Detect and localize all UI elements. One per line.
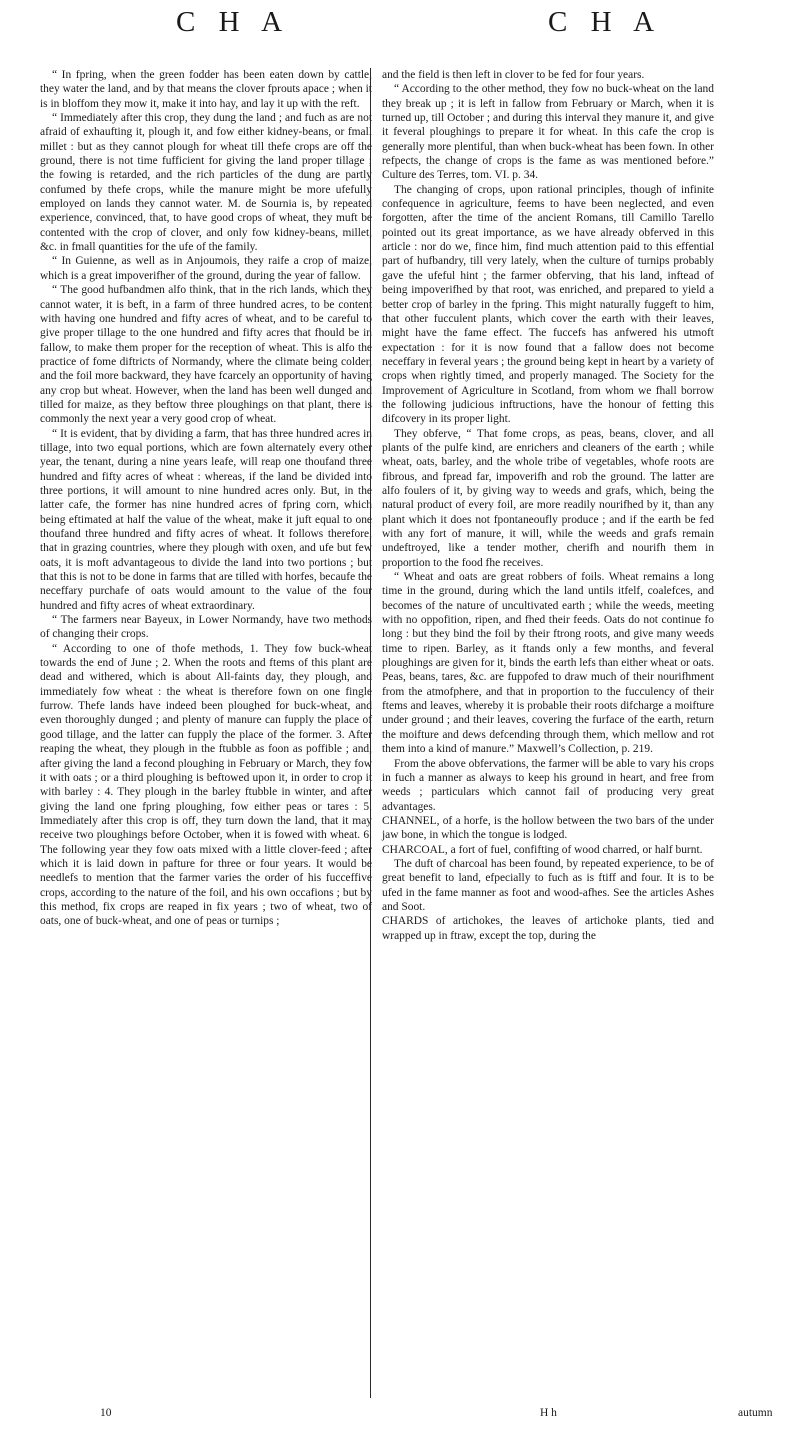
catchword: autumn — [738, 1407, 773, 1419]
paragraph: “ According to the other method, they fow no buck-wheat on the land they break up ; it is left in fallow from February or March, when it is turned up, till October ; and during this interval they manure it, and give it feveral ploughings to prepare it for wheat. In this cafe the crop is generally more plentiful, than when buck-wheat has been fown. In other refpects, the change of crops is the fame as was mentioned before.” Culture des Terres, tom. VI. p. 34. — [382, 83, 714, 182]
paragraph: “ In fpring, when the green fodder has been eaten down by cattle, they water the land, and by that means the clover fprouts apace ; when it is in bloffom they mow it, make it into hay, and lay it up with the reft. — [40, 69, 372, 110]
paragraph: They obferve, “ That fome crops, as peas, beans, clover, and all plants of the pulfe kind, are enrichers and cleaners of the earth ; while wheat, oats, barley, and the whole tribe of vegetables, whofe roots are fibrous, and fpread far, impoverifh and rob the ground. The latter are alfo foulers of it, by giving way to weeds and grafs, which, being the natural product of every foil, are more readily nourifhed by it, than any plant which it does not fpontaneoufly produce ; and if the earth be fed with any fort of manure, it will, while the weeds and grafs remain undeftroyed, like a tender mother, cherifh and nourifh them in proportion to the food fhe receives. — [382, 427, 714, 569]
paragraph: The changing of crops, upon rational principles, though of infinite confequence in agriculture, feems to have been neglected, and even forgotten, after the time of the ancient Romans, till Camillo Tarello pointed out its great importance, as we have already obferved in this article : nor do we, fince him, find much attention paid to this effential part of hufbandry, till very lately, when the culture of turnips probably gave the ufeful hint ; the farmer obferving, that his land, inftead of being impoverifhed by that root, was enriched, and prepared to yield a better crop of barley in the fpring. This might naturally fuggeft to him, that other fucculent plants, which cover the earth with their leaves, might have the fame effect. The fuccefs has anfwered his utmoft expectation : for it is now found that a fallow does not become neceffary in feveral years ; the ground being kept in heart by a variety of crops when rightly timed, and properly managed. The Society for the Improvement of Agriculture in Scotland, from whom we fhall borrow the following judicious inftructions, have the honour of fetting this difcovery in its proper light. — [382, 183, 714, 426]
paragraph: “ In Guienne, as well as in Anjoumois, they raife a crop of maize, which is a great impoverifher of the ground, during the year of fallow. — [40, 255, 372, 282]
running-head-left: C H A — [176, 6, 291, 38]
dictionary-entry-chards: CHARDS of artichokes, the leaves of artichoke plants, tied and wrapped up in ftraw, except the top, during the — [382, 915, 714, 942]
left-column — [40, 68, 372, 929]
running-head-right: C H A — [548, 6, 663, 38]
dictionary-entry-channel: CHANNEL, of a horfe, is the hollow between the two bars of the under jaw bone, in which the tongue is lodged. — [382, 814, 714, 842]
paragraph: “ According to one of thofe methods, 1. They fow buck-wheat towards the end of June ; 2. When the roots and ftems of this plant are dead and withered, which is about All-faints day, they plough, and immediately fow wheat : the wheat is therefore fown on one fingle furrow. Thefe lands have indeed been ploughed for buck-wheat, and even thoroughly dunged ; and plenty of manure can fupply the place of good tillage, and the latter can fupply the place of the former. 3. After reaping the wheat, they plough in the ftubble as foon as poffible ; and, after giving the land a fecond ploughing in February or March, they fow it with oats ; or a third ploughing is beftowed upon it, in order to crop it with barley : 4. They plough in the barley ftubble in winter, and after giving the land one fpring ploughing, fow either peas or tares : 5. Immediately after this crop is off, they turn down the land, that it may receive two ploughings before October, when it is fowed with wheat. 6. The following year they fow oats mixed with a little clover-feed ; after which it is laid down in pafture for three or four years. It would be needlefs to mention that the farmer varies the order of his fucceffive crops, according to the nature of the foil, and his own occafions ; but by this method, fix crops are reaped in fix years ; two of wheat, two of oats, one of buck-wheat, and one of peas or turnips ; — [40, 642, 372, 928]
dictionary-entry-charcoal: CHARCOAL, a fort of fuel, confifting of wood charred, or half burnt. — [382, 843, 703, 856]
paragraph: “ The good hufbandmen alfo think, that in the rich lands, which they cannot water, it is beft, in a farm of three hundred acres, to be content with having one hundred and fifty acres of wheat, and to be careful to give proper tillage to the one hundred and fifty acres that fhould be in fallow, to make them proper for the reception of wheat. This is alfo the practice of fome diftricts of Normandy, where the climate being colder, and the foil more backward, they have fcarcely an opportunity of having any crop but wheat. However, when the land has been well dunged and tilled for maize, as they beftow three ploughings on that plant, there is commonly the next year a very good crop of wheat. — [40, 284, 372, 426]
paragraph: “ It is evident, that by dividing a farm, that has three hundred acres in tillage, into two equal portions, which are fown alternately every other year, the tenant, during a nine years leafe, will reap one thoufand three hundred and fifty acres of wheat : whereas, if the land be divided into three portions, it will amount to nine hundred acres only. But, in the latter cafe, the former has nine hundred acres of fpring corn, which being eftimated at half the value of the wheat, make it juft equal to one thoufand three hundred and fifty acres of wheat. It follows therefore, that in grazing countries, where they plough with oxen, and ufe but few oats, it is moft advantageous to divide the land into two portions ; but that this is not to be done in farms that are tilled with horfes, becaufe the neceffary purchafe of oats would amount to the value of the four hundred and fifty acres of wheat extraordinary. — [40, 427, 372, 612]
paragraph: From the above obfervations, the farmer will be able to vary his crops in fuch a manner as always to keep his ground in heart, and free from weeds ; particulars which cannot fail of producing very great advantages. — [382, 757, 714, 813]
paragraph: “ Wheat and oats are great robbers of foils. Wheat remains a long time in the ground, during which the land untils itfelf, coalefces, and becomes of the nature of uncultivated earth ; while the weeds, meeting with no oppofition, ripen, and fhed their feeds. Oats do not continue fo long : but they bind the foil by their ftrong roots, and give many weeds time to ripen. Barley, as it ftands only a few months, and feveral ploughings are given for it, binds the earth lefs than either wheat or oats. Peas, beans, tares, &c. are fuppofed to draw much of their nourifhment from the atmofphere, and that in proportion to the fucculency of their ftems and leaves, whereby it is probable their roots difcharge a moifture under ground ; and their leaves, covering the furface of the earth, return the moifture and dews defcending through them, which mellow and rot them into a kind of manure.” Maxwell’s Collection, p. 219. — [382, 571, 714, 756]
paragraph: and the field is then left in clover to be fed for four years. — [382, 69, 645, 81]
page-number: 10 — [100, 1407, 112, 1419]
paragraph: “ The farmers near Bayeux, in Lower Normandy, have two methods of changing their crops. — [40, 614, 372, 641]
right-column — [382, 68, 714, 943]
paragraph: “ Immediately after this crop, they dung the land ; and fuch as are not afraid of exhaufting it, plough it, and fow either kidney-beans, or fmall millet : but as they cannot plough for wheat till thefe crops are off the ground, there is not time fufficient for giving the land proper tillage ; the fowing is retarded, and the rich particles of the dung are partly confumed by thefe crops, while the manure might be more ufefully employed on lands they cannot water. M. de Sournia is, by repeated experience, convinced, that, to have good crops of wheat, they muft be contented with the crop of clover, and only fow kidney-beans, millet, &c. in fmall quantities for the ufe of the family. — [40, 112, 372, 254]
signature-mark: H h — [540, 1407, 557, 1419]
column-divider — [370, 68, 371, 1398]
paragraph: The duft of charcoal has been found, by repeated experience, to be of great benefit to land, efpecially to fuch as is ftiff and four. It is to be ufed in the fame manner as foot and wood-afhes. See the articles Ashes and Soot. — [382, 857, 714, 913]
